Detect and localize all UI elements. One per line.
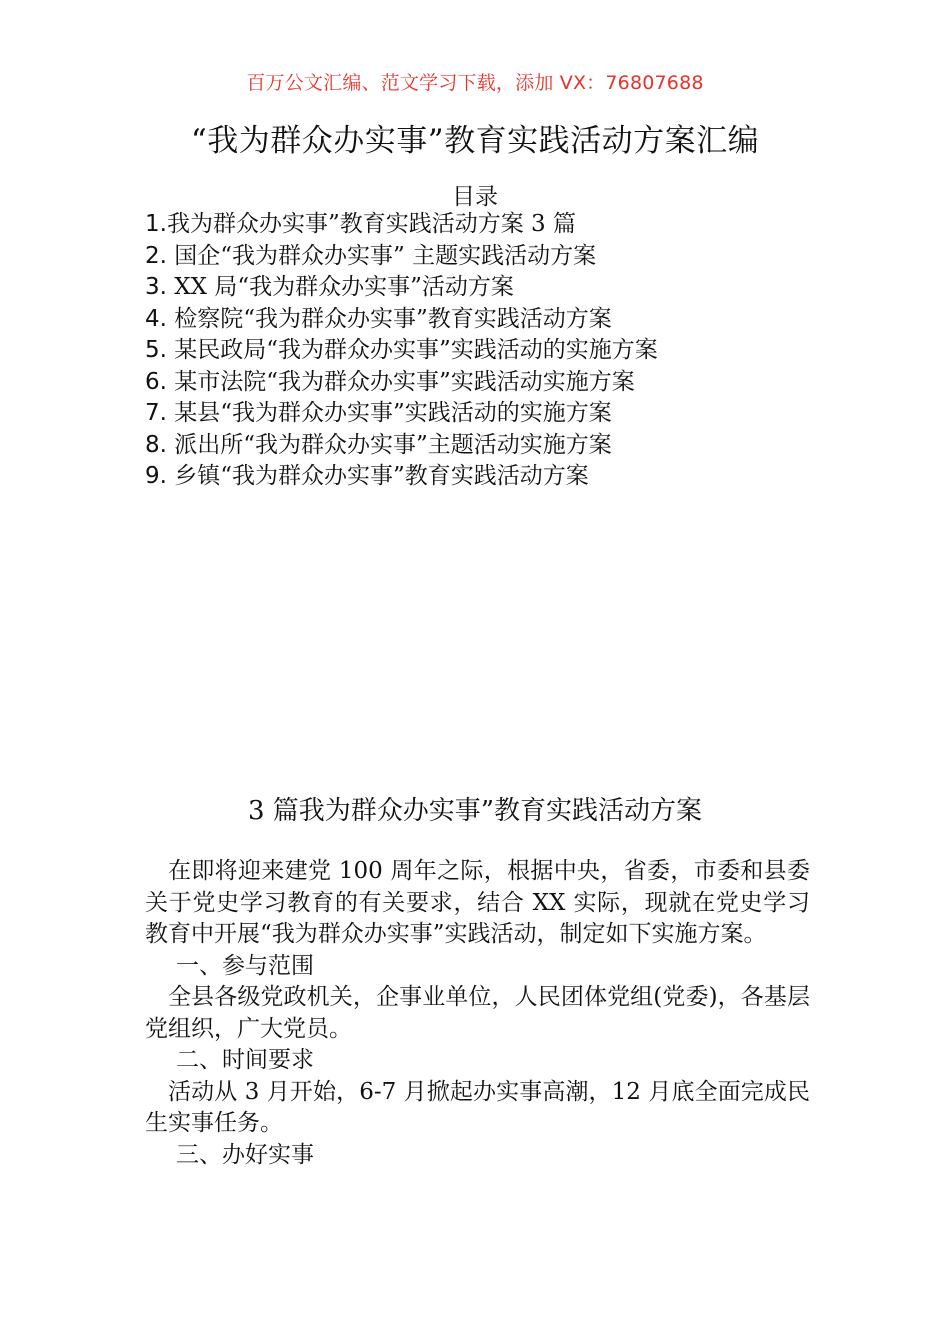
toc-item	[145, 367, 658, 399]
toc-item-text: 检察院“我为群众办实事”教育实践活动方案	[174, 305, 612, 332]
toc-list	[145, 209, 658, 493]
toc-item	[145, 398, 658, 430]
toc-item-number: 3.	[145, 274, 167, 300]
intro-paragraph: 在即将迎来建党 100 周年之际，根据中央，省委，市委和县委关于党史学习教育的有关要求，结合 XX 实际，现就在党史学习教育中开展“我为群众办实事”实践活动，制定如下实施方案。	[145, 858, 810, 947]
toc-item-number: 5.	[145, 337, 167, 363]
section-title: 3 篇我为群众办实事”教育实践活动方案	[247, 796, 703, 826]
toc-item-text: 某县“我为群众办实事”实践活动的实施方案	[174, 400, 612, 426]
header-note: 百万公文汇编、范文学习下载，添加 VX：76807688	[246, 72, 704, 94]
toc-item-number: 2.	[145, 242, 167, 269]
toc-item-number: 1.	[145, 211, 167, 237]
document-title: “我为群众办实事”教育实践活动方案汇编	[190, 123, 760, 159]
toc-item-text: 国企“我为群众办实事” 主题实践活动方案	[174, 242, 597, 269]
section-body	[145, 856, 810, 1171]
toc-item	[145, 335, 658, 367]
toc-item-text: 乡镇“我为群众办实事”教育实践活动方案	[174, 463, 589, 489]
toc-item-text: XX 局“我为群众办实事”活动方案	[174, 274, 514, 300]
toc-item-text: 某民政局“我为群众办实事”实践活动的实施方案	[174, 337, 658, 363]
toc-heading: 目录	[452, 184, 498, 210]
toc-item	[145, 241, 658, 273]
toc-item-number: 7.	[145, 400, 167, 426]
toc-item	[145, 272, 658, 304]
heading-tasks: 三、办好实事	[176, 1141, 314, 1168]
toc-item-text: 某市法院“我为群众办实事”实践活动实施方案	[174, 368, 635, 395]
heading-time: 二、时间要求	[176, 1047, 314, 1073]
toc-item	[145, 461, 658, 493]
toc-item-text: 派出所“我为群众办实事”主题活动实施方案	[174, 431, 612, 458]
toc-item-text: 我为群众办实事”教育实践活动方案 3 篇	[166, 211, 576, 237]
toc-item-number: 9.	[145, 463, 167, 489]
toc-item	[145, 430, 658, 462]
toc-item-number: 8.	[145, 431, 167, 458]
scope-paragraph: 全县各级党政机关，企事业单位，人民团体党组(党委)，各基层党组织，广大党员。	[145, 984, 810, 1042]
heading-scope: 一、参与范围	[176, 952, 314, 979]
toc-item	[145, 209, 658, 241]
toc-item-number: 4.	[145, 305, 167, 332]
time-paragraph: 活动从 3 月开始，6-7 月掀起办实事高潮，12 月底全面完成民生实事任务。	[145, 1078, 810, 1136]
toc-item	[145, 304, 658, 336]
toc-item-number: 6.	[145, 368, 167, 395]
